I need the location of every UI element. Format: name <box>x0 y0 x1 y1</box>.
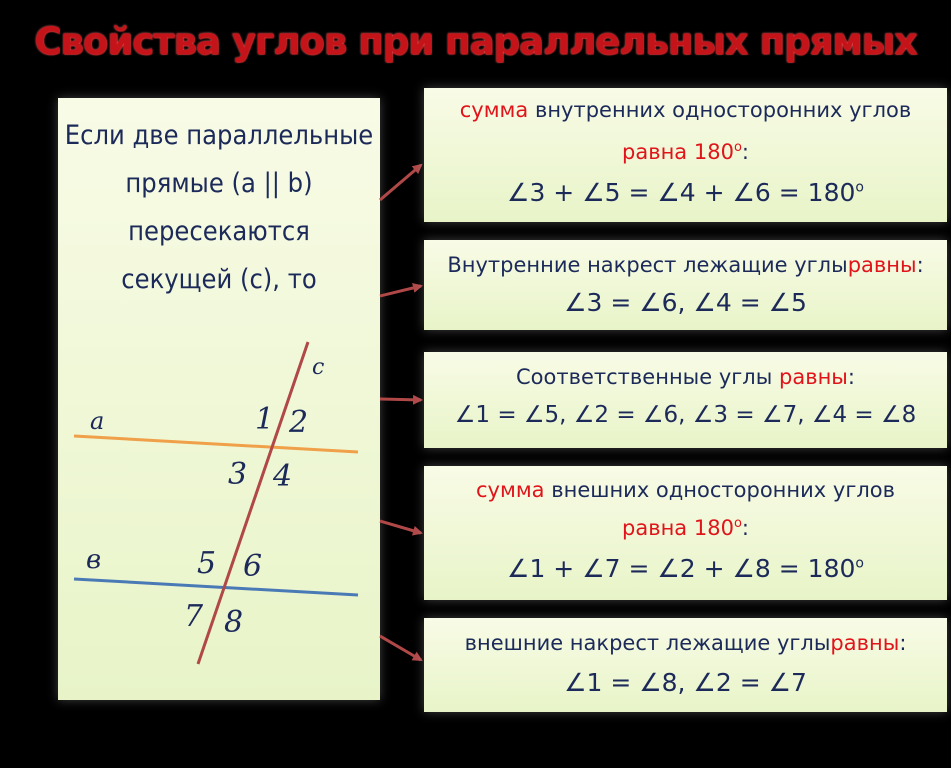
angle-label-1: 1 <box>255 402 275 437</box>
angle-label-3: 3 <box>228 457 248 492</box>
rule-text: Соответственные углы <box>516 365 779 389</box>
angle-label-8: 8 <box>224 605 244 640</box>
arrow-3 <box>380 399 421 400</box>
condition-line: прямые (a || b) <box>125 168 313 199</box>
rule-text: : <box>916 253 924 277</box>
rule-equation: ∠3 + ∠5 = ∠4 + ∠6 = 180 <box>507 178 856 207</box>
parallel-lines-figure <box>58 98 380 700</box>
degree-sign: о <box>733 140 742 155</box>
angle-label-2: 2 <box>289 405 309 440</box>
degree-sign: о <box>733 516 742 531</box>
arrow-1 <box>380 165 421 200</box>
rule-equation: ∠1 = ∠8, ∠2 = ∠7 <box>564 668 807 697</box>
line-b-label: в <box>86 545 102 575</box>
rule-keyword: равна 180 <box>622 140 734 164</box>
line-b <box>74 579 358 595</box>
rule-text: Внутренние накрест лежащие углы <box>447 253 848 277</box>
page-title: Свойства углов при параллельных прямых <box>34 20 917 63</box>
rule-text: внешние накрест лежащие углы <box>464 631 831 655</box>
rule-text: внутренних односторонних углов <box>528 98 912 122</box>
rule-equation: ∠3 = ∠6, ∠4 = ∠5 <box>564 288 807 317</box>
degree-sign: о <box>855 555 864 572</box>
angle-label-4: 4 <box>273 459 293 494</box>
rule-text: : <box>741 140 749 164</box>
degree-sign: о <box>855 179 864 196</box>
condition-line: пересекаются <box>128 216 310 247</box>
rule-box-interior-same-side <box>424 88 947 222</box>
rule-box-alternate-exterior <box>424 618 947 712</box>
angle-label-6: 6 <box>243 549 263 584</box>
rule-text: внешних односторонних углов <box>544 478 895 502</box>
rule-keyword: сумма <box>476 478 545 502</box>
angle-label-7: 7 <box>184 599 204 634</box>
rule-text: : <box>741 516 749 540</box>
condition-line: секущей (с), то <box>121 264 317 295</box>
rule-keyword: равны <box>830 631 900 655</box>
rule-box-corresponding <box>424 352 947 448</box>
rule-keyword: равны <box>779 365 848 389</box>
rule-keyword: равна 180 <box>622 516 734 540</box>
arrow-2 <box>380 286 421 296</box>
line-a-label: a <box>90 407 105 435</box>
rule-keyword: равны <box>847 253 917 277</box>
arrow-4 <box>380 521 421 533</box>
rule-text: : <box>847 365 855 389</box>
rule-equation: ∠1 = ∠5, ∠2 = ∠6, ∠3 = ∠7, ∠4 = ∠8 <box>454 402 917 428</box>
condition-line: Если две параллельные <box>64 120 374 151</box>
line-a <box>74 436 358 452</box>
condition-panel <box>58 98 380 700</box>
rule-keyword: сумма <box>459 98 529 122</box>
arrow-5 <box>380 636 421 660</box>
rule-box-alternate-interior <box>424 240 947 330</box>
rule-box-exterior-same-side <box>424 466 947 600</box>
rule-equation: ∠1 + ∠7 = ∠2 + ∠8 = 180 <box>507 554 856 583</box>
rule-text: : <box>899 631 907 655</box>
angle-label-5: 5 <box>197 546 217 581</box>
line-c-label: c <box>312 355 325 380</box>
line-c <box>198 342 308 664</box>
